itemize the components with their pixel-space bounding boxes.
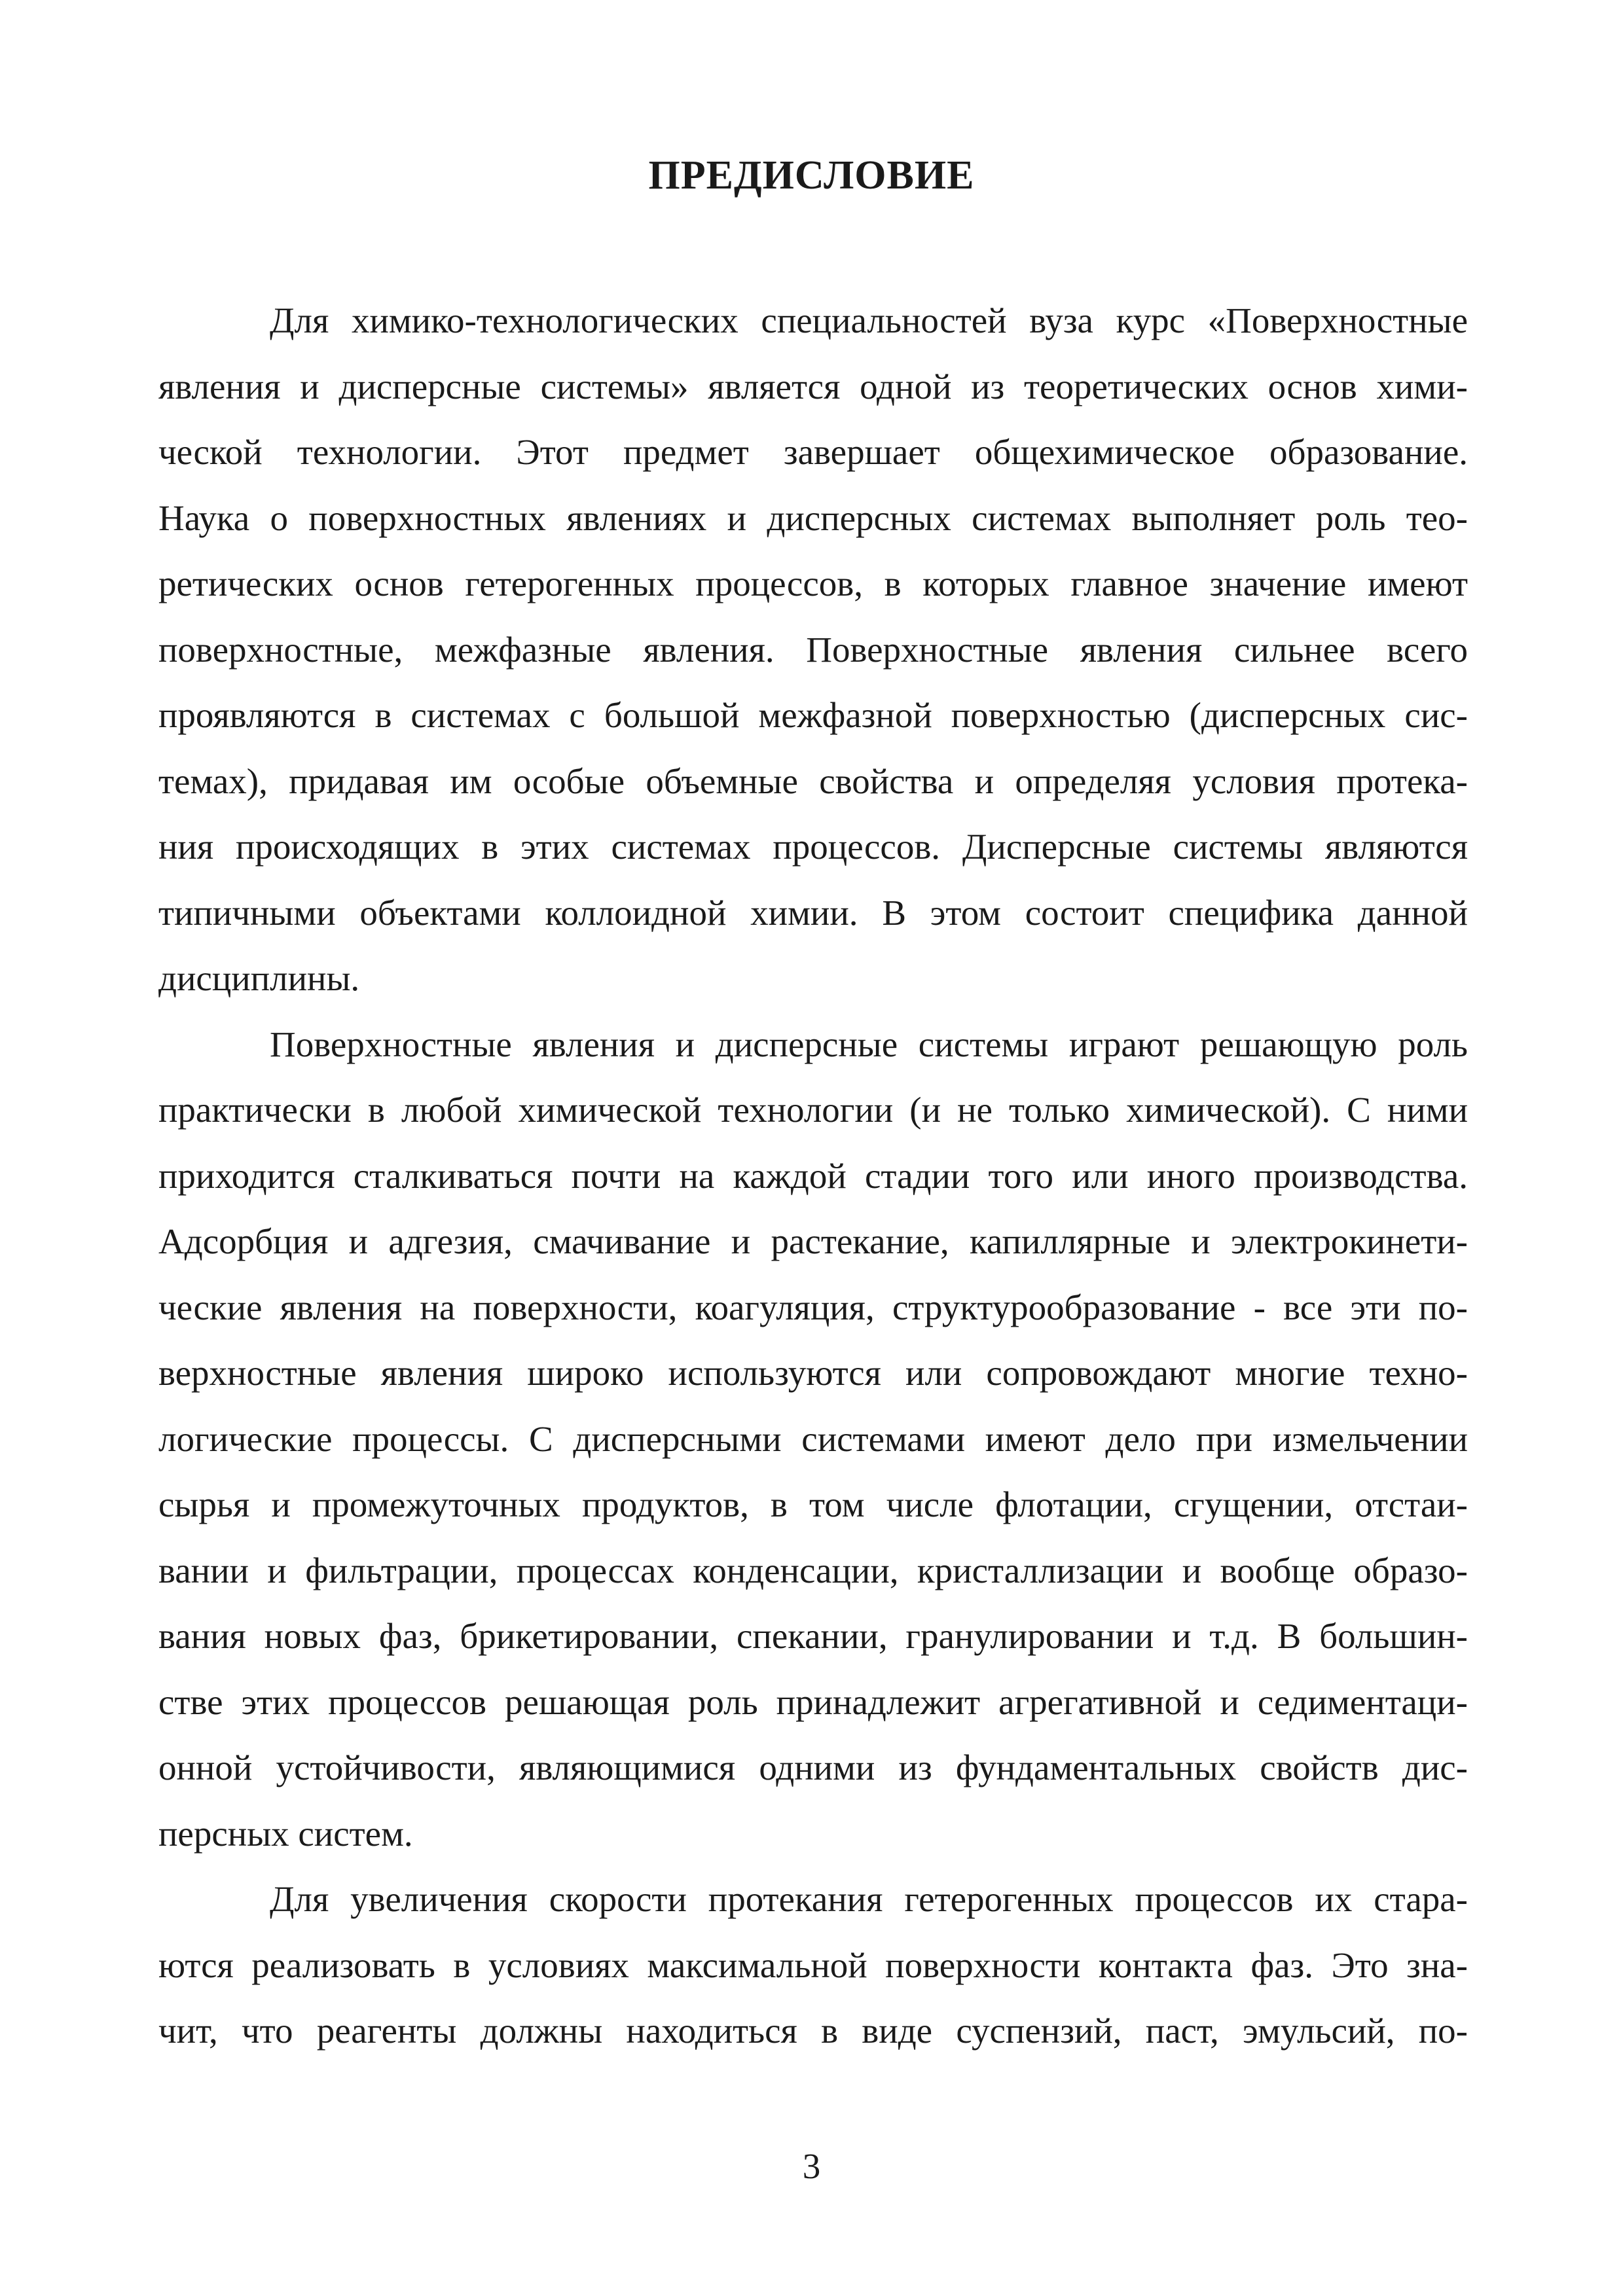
paragraph-line: дисциплины. — [158, 958, 360, 998]
paragraph-line: персных систем. — [158, 1813, 413, 1854]
paragraph-line: приходится сталкиваться почти на каждой стадии того или иного производства. — [158, 1155, 1468, 1196]
page-title: ПРЕДИСЛОВИЕ — [648, 153, 975, 198]
paragraph-line: ческой технологии. Этот предмет завершает общехимическое образование. — [158, 432, 1468, 472]
paragraph-line: вания новых фаз, брикетировании, спекании, гранулировании и т.д. В большин- — [158, 1616, 1468, 1656]
paragraph-line: чит, что реагенты должны находиться в виде суспензий, паст, эмульсий, по- — [158, 2011, 1468, 2051]
paragraph-line: практически в любой химической технологии (и не только химической). С ними — [158, 1090, 1468, 1130]
paragraph-line: явления и дисперсные системы» является одной из теоретических основ хими- — [158, 366, 1468, 406]
paragraph-line: ретических основ гетерогенных процессов, в которых главное значение имеют — [158, 564, 1468, 603]
paragraph-line: типичными объектами коллоидной химии. В этом состоит специфика данной — [158, 892, 1468, 933]
paragraph-line: онной устойчивости, являющимися одними из фундаментальных свойств дис- — [158, 1748, 1468, 1787]
paragraph-line: ются реализовать в условиях максимальной поверхности контакта фаз. Это зна- — [158, 1945, 1468, 1985]
page-number: 3 — [802, 2146, 821, 2186]
paragraph-line: сырья и промежуточных продуктов, в том числе флотации, сгущении, отстаи- — [158, 1484, 1468, 1524]
paragraph-line: Для увеличения скорости протекания гетерогенных процессов их стара- — [270, 1879, 1468, 1919]
paragraph-line: стве этих процессов решающая роль принадлежит агрегативной и седиментаци- — [158, 1681, 1468, 1722]
paragraph-line: ческие явления на поверхности, коагуляция, структурообразование - все эти по- — [158, 1287, 1468, 1327]
paragraph-line: Наука о поверхностных явлениях и дисперсных системах выполняет роль тео- — [158, 497, 1468, 538]
paragraph-line: верхностные явления широко используются или сопровождают многие техно- — [158, 1353, 1468, 1393]
body-text — [158, 288, 1468, 2064]
paragraph-line: вании и фильтрации, процессах конденсации, кристаллизации и вообще образо- — [158, 1550, 1468, 1590]
paragraph-line: темах), придавая им особые объемные свойства и определяя условия протека- — [158, 761, 1468, 801]
paragraph-line: Для химико-технологических специальностей вуза курс «Поверхностные — [270, 300, 1468, 340]
paragraph-line: поверхностные, межфазные явления. Поверхностные явления сильнее всего — [158, 629, 1468, 670]
paragraph-line: ния происходящих в этих системах процессов. Дисперсные системы являются — [158, 827, 1468, 867]
paragraph-line: проявляются в системах с большой межфазной поверхностью (дисперсных сис- — [158, 695, 1468, 735]
paragraph-line: логические процессы. С дисперсными системами имеют дело при измельчении — [158, 1418, 1468, 1459]
paragraph-line: Поверхностные явления и дисперсные системы играют решающую роль — [270, 1024, 1468, 1064]
paragraph-line: Адсорбция и адгезия, смачивание и растекание, капиллярные и электрокинети- — [158, 1221, 1468, 1261]
